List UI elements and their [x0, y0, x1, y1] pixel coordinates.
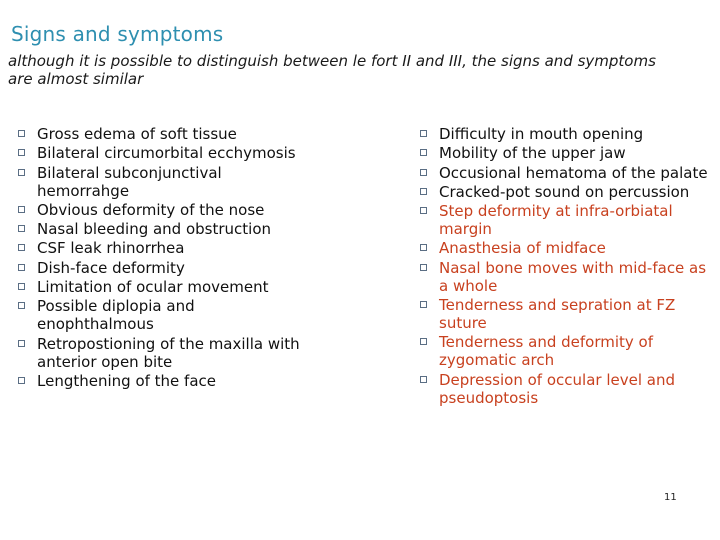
list-item-text: Nasal bone moves with mid-face as a whole [439, 258, 707, 295]
list-item-text: Difficulty in mouth opening [439, 125, 644, 143]
list-item [418, 183, 718, 201]
list-item [16, 239, 316, 257]
list-item-text: Obvious deformity of the nose [37, 200, 265, 219]
right-symptom-list [418, 125, 718, 408]
square-bullet-icon [420, 338, 427, 345]
list-item-text: Bilateral circumorbital ecchymosis [37, 144, 296, 163]
list-item-text: Bilateral subconjunctival hemorrahge [37, 163, 222, 200]
square-bullet-icon [420, 149, 427, 156]
page-number: 11 [664, 492, 677, 503]
list-item-text: Anasthesia of midface [439, 239, 606, 258]
list-item-text: Nasal bleeding and obstruction [37, 220, 272, 239]
list-item [16, 125, 316, 143]
square-bullet-icon [18, 169, 25, 176]
list-item [418, 371, 718, 407]
list-item-text: Mobility of the upper jaw [439, 144, 626, 163]
square-bullet-icon [420, 169, 427, 176]
square-bullet-icon [18, 264, 25, 271]
list-item [16, 164, 316, 200]
list-item [418, 333, 718, 369]
square-bullet-icon [18, 244, 25, 251]
square-bullet-icon [420, 244, 427, 251]
list-item [16, 335, 316, 371]
list-item [16, 144, 316, 162]
list-item-text: CSF leak rhinorrhea [37, 239, 185, 258]
list-item [16, 297, 316, 333]
square-bullet-icon [420, 188, 427, 195]
slide-title: Signs and symptoms [11, 22, 224, 46]
square-bullet-icon [420, 301, 427, 308]
list-item-text: Step deformity at infra-orbiatal margin [439, 202, 673, 239]
list-item [418, 125, 718, 143]
square-bullet-icon [420, 376, 427, 383]
list-item-text: Gross edema of soft tissue [37, 125, 237, 143]
list-item [16, 259, 316, 277]
list-item-text: Retropostioning of the maxilla with anterior open bite [37, 334, 300, 371]
list-item [16, 220, 316, 238]
list-item [16, 372, 316, 390]
list-item-text: Occusional hematoma of the palate [439, 163, 708, 182]
list-item-text: Lengthening of the face [37, 371, 216, 390]
slide-subtitle: although it is possible to distinguish between le fort II and III, the signs and symptoms are almost similar [8, 52, 656, 88]
square-bullet-icon [18, 206, 25, 213]
list-item [418, 259, 718, 295]
list-item [418, 296, 718, 332]
list-item [16, 278, 316, 296]
square-bullet-icon [420, 207, 427, 214]
list-item-text: Depression of occular level and pseudoptosis [439, 370, 675, 407]
list-item-text: Tenderness and sepration at FZ suture [439, 296, 676, 333]
list-item-text: Dish-face deformity [37, 258, 185, 277]
list-item-text: Cracked-pot sound on percussion [439, 182, 690, 201]
list-item [418, 144, 718, 162]
list-item-text: Possible diplopia and enophthalmous [37, 297, 195, 334]
square-bullet-icon [18, 377, 25, 384]
square-bullet-icon [18, 340, 25, 347]
square-bullet-icon [18, 149, 25, 156]
list-item-text: Limitation of ocular movement [37, 278, 269, 297]
square-bullet-icon [420, 130, 427, 137]
square-bullet-icon [18, 130, 25, 137]
list-item [418, 239, 718, 257]
square-bullet-icon [420, 264, 427, 271]
list-item-text: Tenderness and deformity of zygomatic arch [439, 333, 653, 370]
square-bullet-icon [18, 302, 25, 309]
square-bullet-icon [18, 283, 25, 290]
left-symptom-list [16, 125, 316, 391]
square-bullet-icon [18, 225, 25, 232]
list-item [418, 202, 718, 238]
list-item [418, 164, 718, 182]
list-item [16, 201, 316, 219]
